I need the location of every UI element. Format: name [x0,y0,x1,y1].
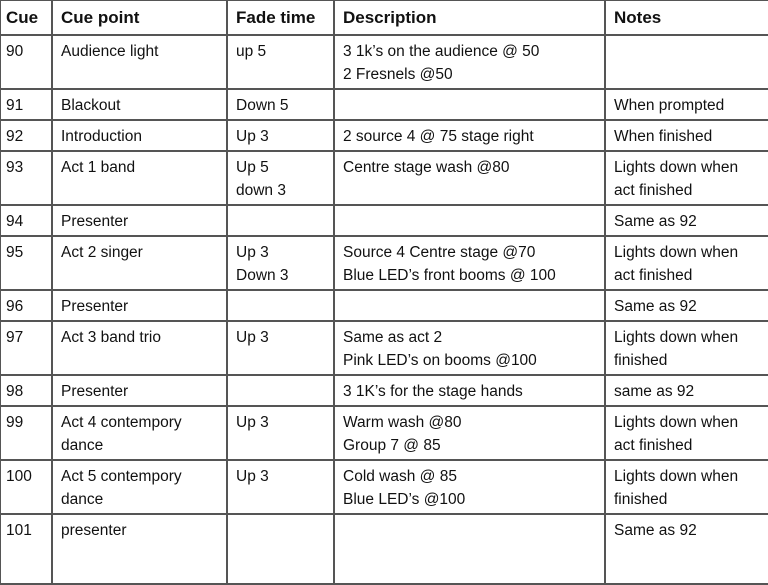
cell-cue: 101 [0,514,52,584]
cell-notes [605,35,768,89]
cell-cue-point: Audience light [52,35,227,89]
cell-description: Source 4 Centre stage @70 Blue LED’s front booms @ 100 [334,236,605,290]
header-notes: Notes [605,0,768,35]
cell-description: Centre stage wash @80 [334,151,605,205]
cell-description: Cold wash @ 85 Blue LED’s @100 [334,460,605,514]
cell-cue: 97 [0,321,52,375]
table-row [0,406,768,460]
cell-description [334,205,605,236]
cell-notes: Lights down when finished [605,321,768,375]
table-row [0,35,768,89]
header-cue: Cue [0,0,52,35]
table-row [0,151,768,205]
cell-cue: 92 [0,120,52,151]
cell-notes: Lights down when act finished [605,236,768,290]
cell-fade-time: up 5 [227,35,334,89]
header-cue-point: Cue point [52,0,227,35]
table-row [0,120,768,151]
table-row [0,321,768,375]
cell-cue-point: Act 2 singer [52,236,227,290]
cell-cue-point: Presenter [52,290,227,321]
cell-notes: same as 92 [605,375,768,406]
header-fade-time: Fade time [227,0,334,35]
cell-cue: 95 [0,236,52,290]
cell-description: Same as act 2 Pink LED’s on booms @100 [334,321,605,375]
cell-description: 2 source 4 @ 75 stage right [334,120,605,151]
cell-description [334,290,605,321]
cell-notes: When prompted [605,89,768,120]
cell-cue-point: presenter [52,514,227,584]
cell-description: Warm wash @80 Group 7 @ 85 [334,406,605,460]
cell-cue-point: Presenter [52,205,227,236]
cell-notes: When finished [605,120,768,151]
cell-fade-time: Up 3 [227,406,334,460]
cell-notes: Lights down when act finished [605,406,768,460]
header-description: Description [334,0,605,35]
cell-cue-point: Introduction [52,120,227,151]
table-row [0,290,768,321]
cell-notes: Same as 92 [605,205,768,236]
cell-notes: Lights down when finished [605,460,768,514]
cell-fade-time [227,375,334,406]
header-row [0,0,768,35]
cell-fade-time: Down 5 [227,89,334,120]
table-row [0,89,768,120]
table-row [0,205,768,236]
cell-cue: 96 [0,290,52,321]
cell-cue-point: Act 1 band [52,151,227,205]
cell-fade-time: Up 3 [227,321,334,375]
cell-notes: Same as 92 [605,514,768,584]
cell-fade-time: Up 3 [227,460,334,514]
cell-fade-time: Up 5 down 3 [227,151,334,205]
cell-cue: 100 [0,460,52,514]
cell-description [334,89,605,120]
cell-cue-point: Presenter [52,375,227,406]
cell-cue-point: Act 3 band trio [52,321,227,375]
cell-fade-time [227,290,334,321]
cell-cue: 94 [0,205,52,236]
cell-description: 3 1K’s for the stage hands [334,375,605,406]
cell-fade-time: Up 3 [227,120,334,151]
cell-cue: 93 [0,151,52,205]
cell-notes: Same as 92 [605,290,768,321]
table-row [0,514,768,584]
table-row [0,236,768,290]
cell-cue: 90 [0,35,52,89]
cell-notes: Lights down when act finished [605,151,768,205]
cell-cue: 91 [0,89,52,120]
cell-cue-point: Act 4 contempory dance [52,406,227,460]
cell-cue: 98 [0,375,52,406]
cell-description [334,514,605,584]
cell-description: 3 1k’s on the audience @ 50 2 Fresnels @50 [334,35,605,89]
cell-fade-time: Up 3 Down 3 [227,236,334,290]
cell-cue: 99 [0,406,52,460]
table-row [0,375,768,406]
cell-cue-point: Blackout [52,89,227,120]
cell-fade-time [227,205,334,236]
table-body [0,35,768,584]
cell-fade-time [227,514,334,584]
cell-cue-point: Act 5 contempory dance [52,460,227,514]
table-row [0,460,768,514]
